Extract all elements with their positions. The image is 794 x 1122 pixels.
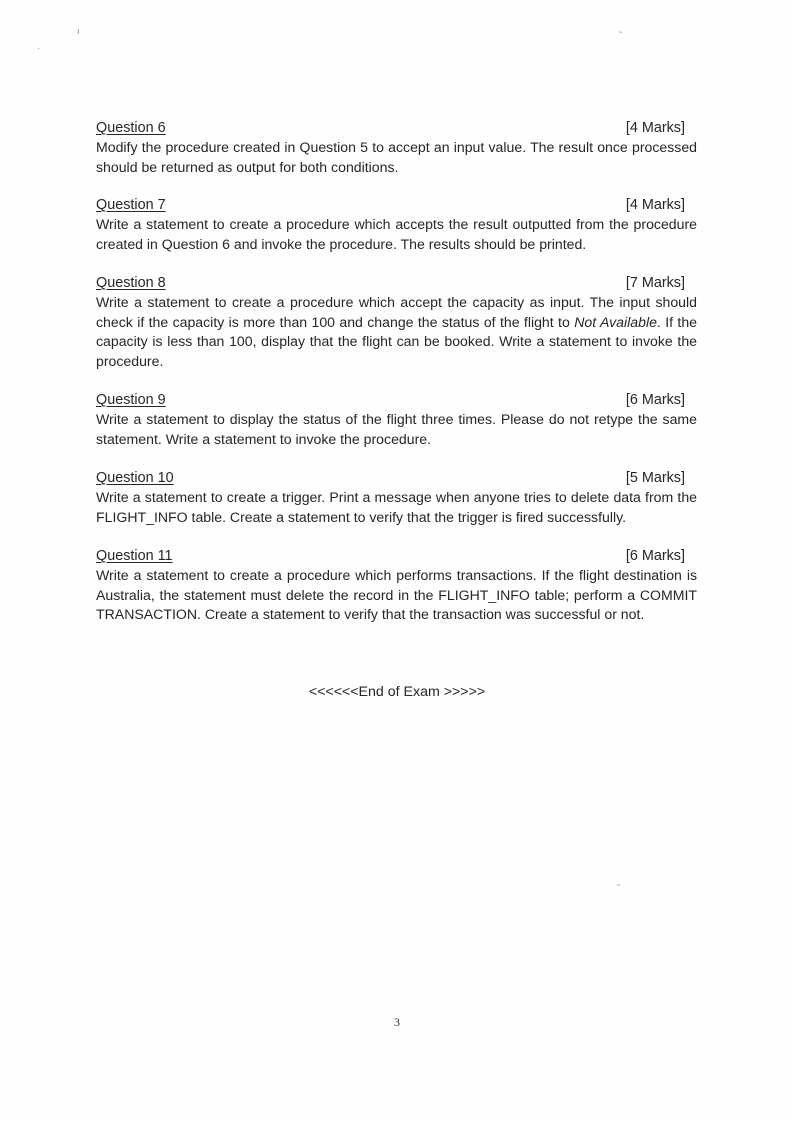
question-9	[96, 391, 697, 449]
question-marks: [4 Marks]	[625, 120, 685, 136]
question-header	[96, 469, 697, 488]
question-marks: [4 Marks]	[625, 197, 685, 213]
question-marks: [7 Marks]	[625, 275, 685, 291]
page-number: 3	[394, 1015, 400, 1029]
question-body: Write a statement to display the status of the flight three times. Please do not retype the same statement. Write a statement to invoke the procedure.	[96, 411, 697, 447]
question-title: Question 10	[96, 470, 174, 486]
question-marks: [6 Marks]	[625, 392, 685, 408]
question-body	[96, 293, 697, 371]
scan-mark: ı	[77, 26, 80, 36]
question-body-text: . If the capacity is less than 100, display that the flight can be booked. Write a statement to invoke the procedure.	[96, 313, 698, 369]
question-title: Question 9	[96, 392, 166, 408]
scan-mark: ˜	[619, 30, 622, 40]
question-title: Question 6	[96, 120, 166, 136]
question-7	[96, 196, 697, 254]
question-11	[96, 547, 697, 625]
question-marks: [6 Marks]	[625, 548, 685, 564]
question-body-text: Write a statement to create a procedure which accept the capacity as input. The input should check if the capacity is more than 100 and change the status of the flight to	[96, 294, 697, 330]
status-emphasis: Not Available	[574, 313, 657, 330]
question-header	[96, 119, 697, 138]
question-8	[96, 274, 697, 371]
scan-mark: ·	[37, 43, 40, 53]
question-title: Question 11	[96, 548, 173, 564]
end-of-exam-marker: <<<<<<End of Exam >>>>>	[308, 684, 486, 700]
question-header	[96, 391, 697, 410]
question-header	[96, 547, 697, 566]
question-header	[96, 196, 697, 215]
question-6	[96, 119, 697, 177]
question-body: Write a statement to create a procedure which performs transactions. If the flight destination is Australia, the statement must delete the record in the FLIGHT_INFO table; perform a COMMIT TRANSACTION. Create a statement to verify that the transaction was successful or not.	[96, 567, 697, 622]
question-body: Modify the procedure created in Question 5 to accept an input value. The result once processed should be returned as output for both conditions.	[96, 139, 697, 175]
question-body: Write a statement to create a procedure which accepts the result outputted from the procedure created in Question 6 and invoke the procedure. The results should be printed.	[96, 216, 697, 252]
question-body: Write a statement to create a trigger. Print a message when anyone tries to delete data from the FLIGHT_INFO table. Create a statement to verify that the trigger is fired successfully.	[96, 489, 697, 525]
question-header	[96, 274, 697, 293]
question-marks: [5 Marks]	[625, 470, 685, 486]
scan-mark: ˜	[617, 883, 620, 893]
question-title: Question 8	[96, 275, 166, 291]
question-10	[96, 469, 697, 527]
question-title: Question 7	[96, 197, 166, 213]
